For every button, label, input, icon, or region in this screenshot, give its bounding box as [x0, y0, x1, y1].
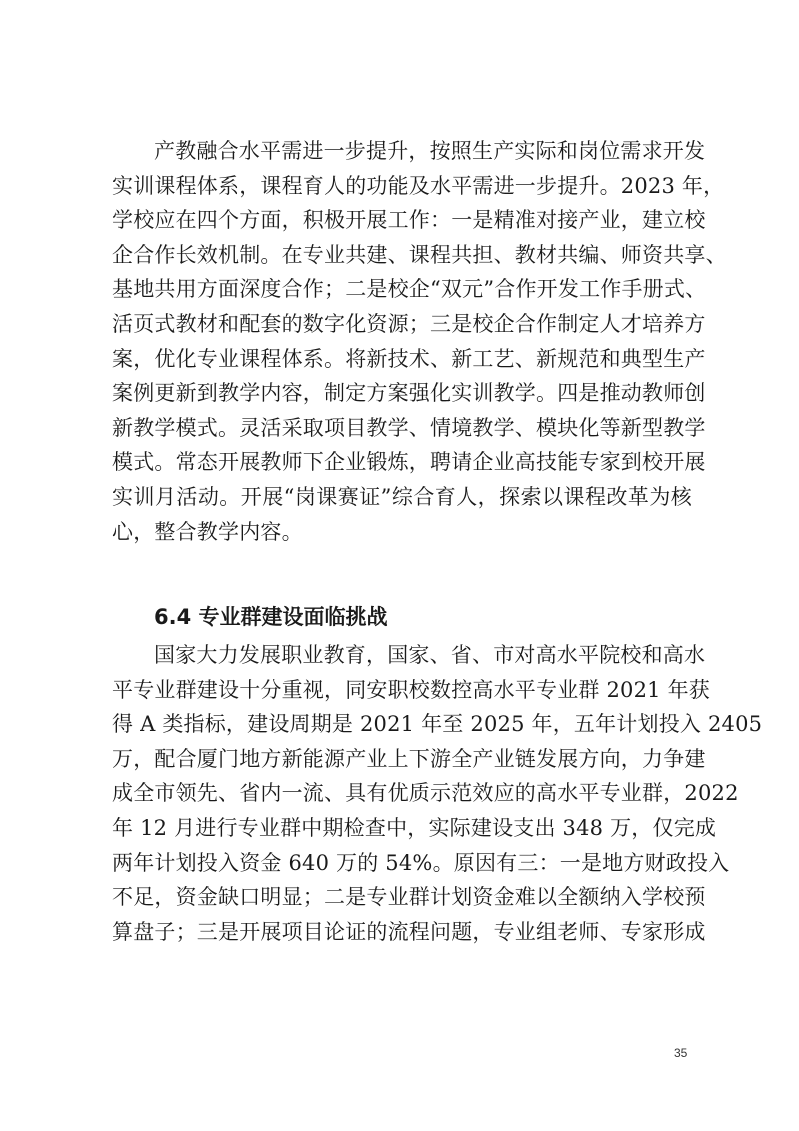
text-line: 国家大力发展职业教育，国家、省、市对高水平院校和高水 [154, 643, 706, 667]
page-number: 35 [674, 1046, 688, 1060]
text-line: 万，配合厦门地方新能源产业上下游全产业链发展方向，力争建 [112, 746, 706, 771]
text-line: 模式。常态开展教师下企业锻炼，聘请企业高技能专家到校开展 [112, 450, 706, 475]
text-line: 学校应在四个方面，积极开展工作：一是精准对接产业，建立校 [112, 208, 706, 233]
text-line: 活页式教材和配套的数字化资源；三是校企合作制定人才培养方 [112, 311, 706, 336]
paragraph-industry-education [112, 134, 727, 549]
text-line: 心，整合教学内容。 [112, 519, 303, 544]
paragraph-specialty-group [112, 638, 763, 949]
section-heading: 6.4 专业群建设面临挑战 [154, 605, 388, 629]
text-line: 不足，资金缺口明显；二是专业群计划资金难以全额纳入学校预 [112, 885, 706, 910]
text-line: 实训月活动。开展“岗课赛证”综合育人，探索以课程改革为核 [112, 484, 692, 509]
text-line: 产教融合水平需进一步提升，按照生产实际和岗位需求开发 [154, 139, 706, 163]
text-line: 两年计划投入资金 640 万的 54%。原因有三：一是地方财政投入 [112, 850, 730, 875]
text-line: 成全市领先、省内一流、具有优质示范效应的高水平专业群，2022 [112, 781, 739, 806]
text-line: 年 12 月进行专业群中期检查中，实际建设支出 348 万，仅完成 [112, 815, 717, 840]
text-line: 企合作长效机制。在专业共建、课程共担、教材共编、师资共享、 [112, 242, 727, 267]
text-line: 基地共用方面深度合作；二是校企“双元”合作开发工作手册式、 [112, 277, 707, 302]
text-line: 得 A 类指标，建设周期是 2021 年至 2025 年，五年计划投入 2405 [112, 712, 763, 737]
text-line: 新教学模式。灵活采取项目教学、情境教学、模块化等新型教学 [112, 415, 706, 440]
text-line: 算盘子；三是开展项目论证的流程问题，专业组老师、专家形成 [112, 919, 706, 944]
text-line: 平专业群建设十分重视，同安职校数控高水平专业群 2021 年获 [112, 677, 710, 702]
text-line: 案，优化专业课程体系。将新技术、新工艺、新规范和典型生产 [112, 346, 706, 371]
text-line: 实训课程体系，课程育人的功能及水平需进一步提升。2023 年， [112, 173, 725, 198]
text-line: 案例更新到教学内容，制定方案强化实训教学。四是推动教师创 [112, 381, 706, 406]
